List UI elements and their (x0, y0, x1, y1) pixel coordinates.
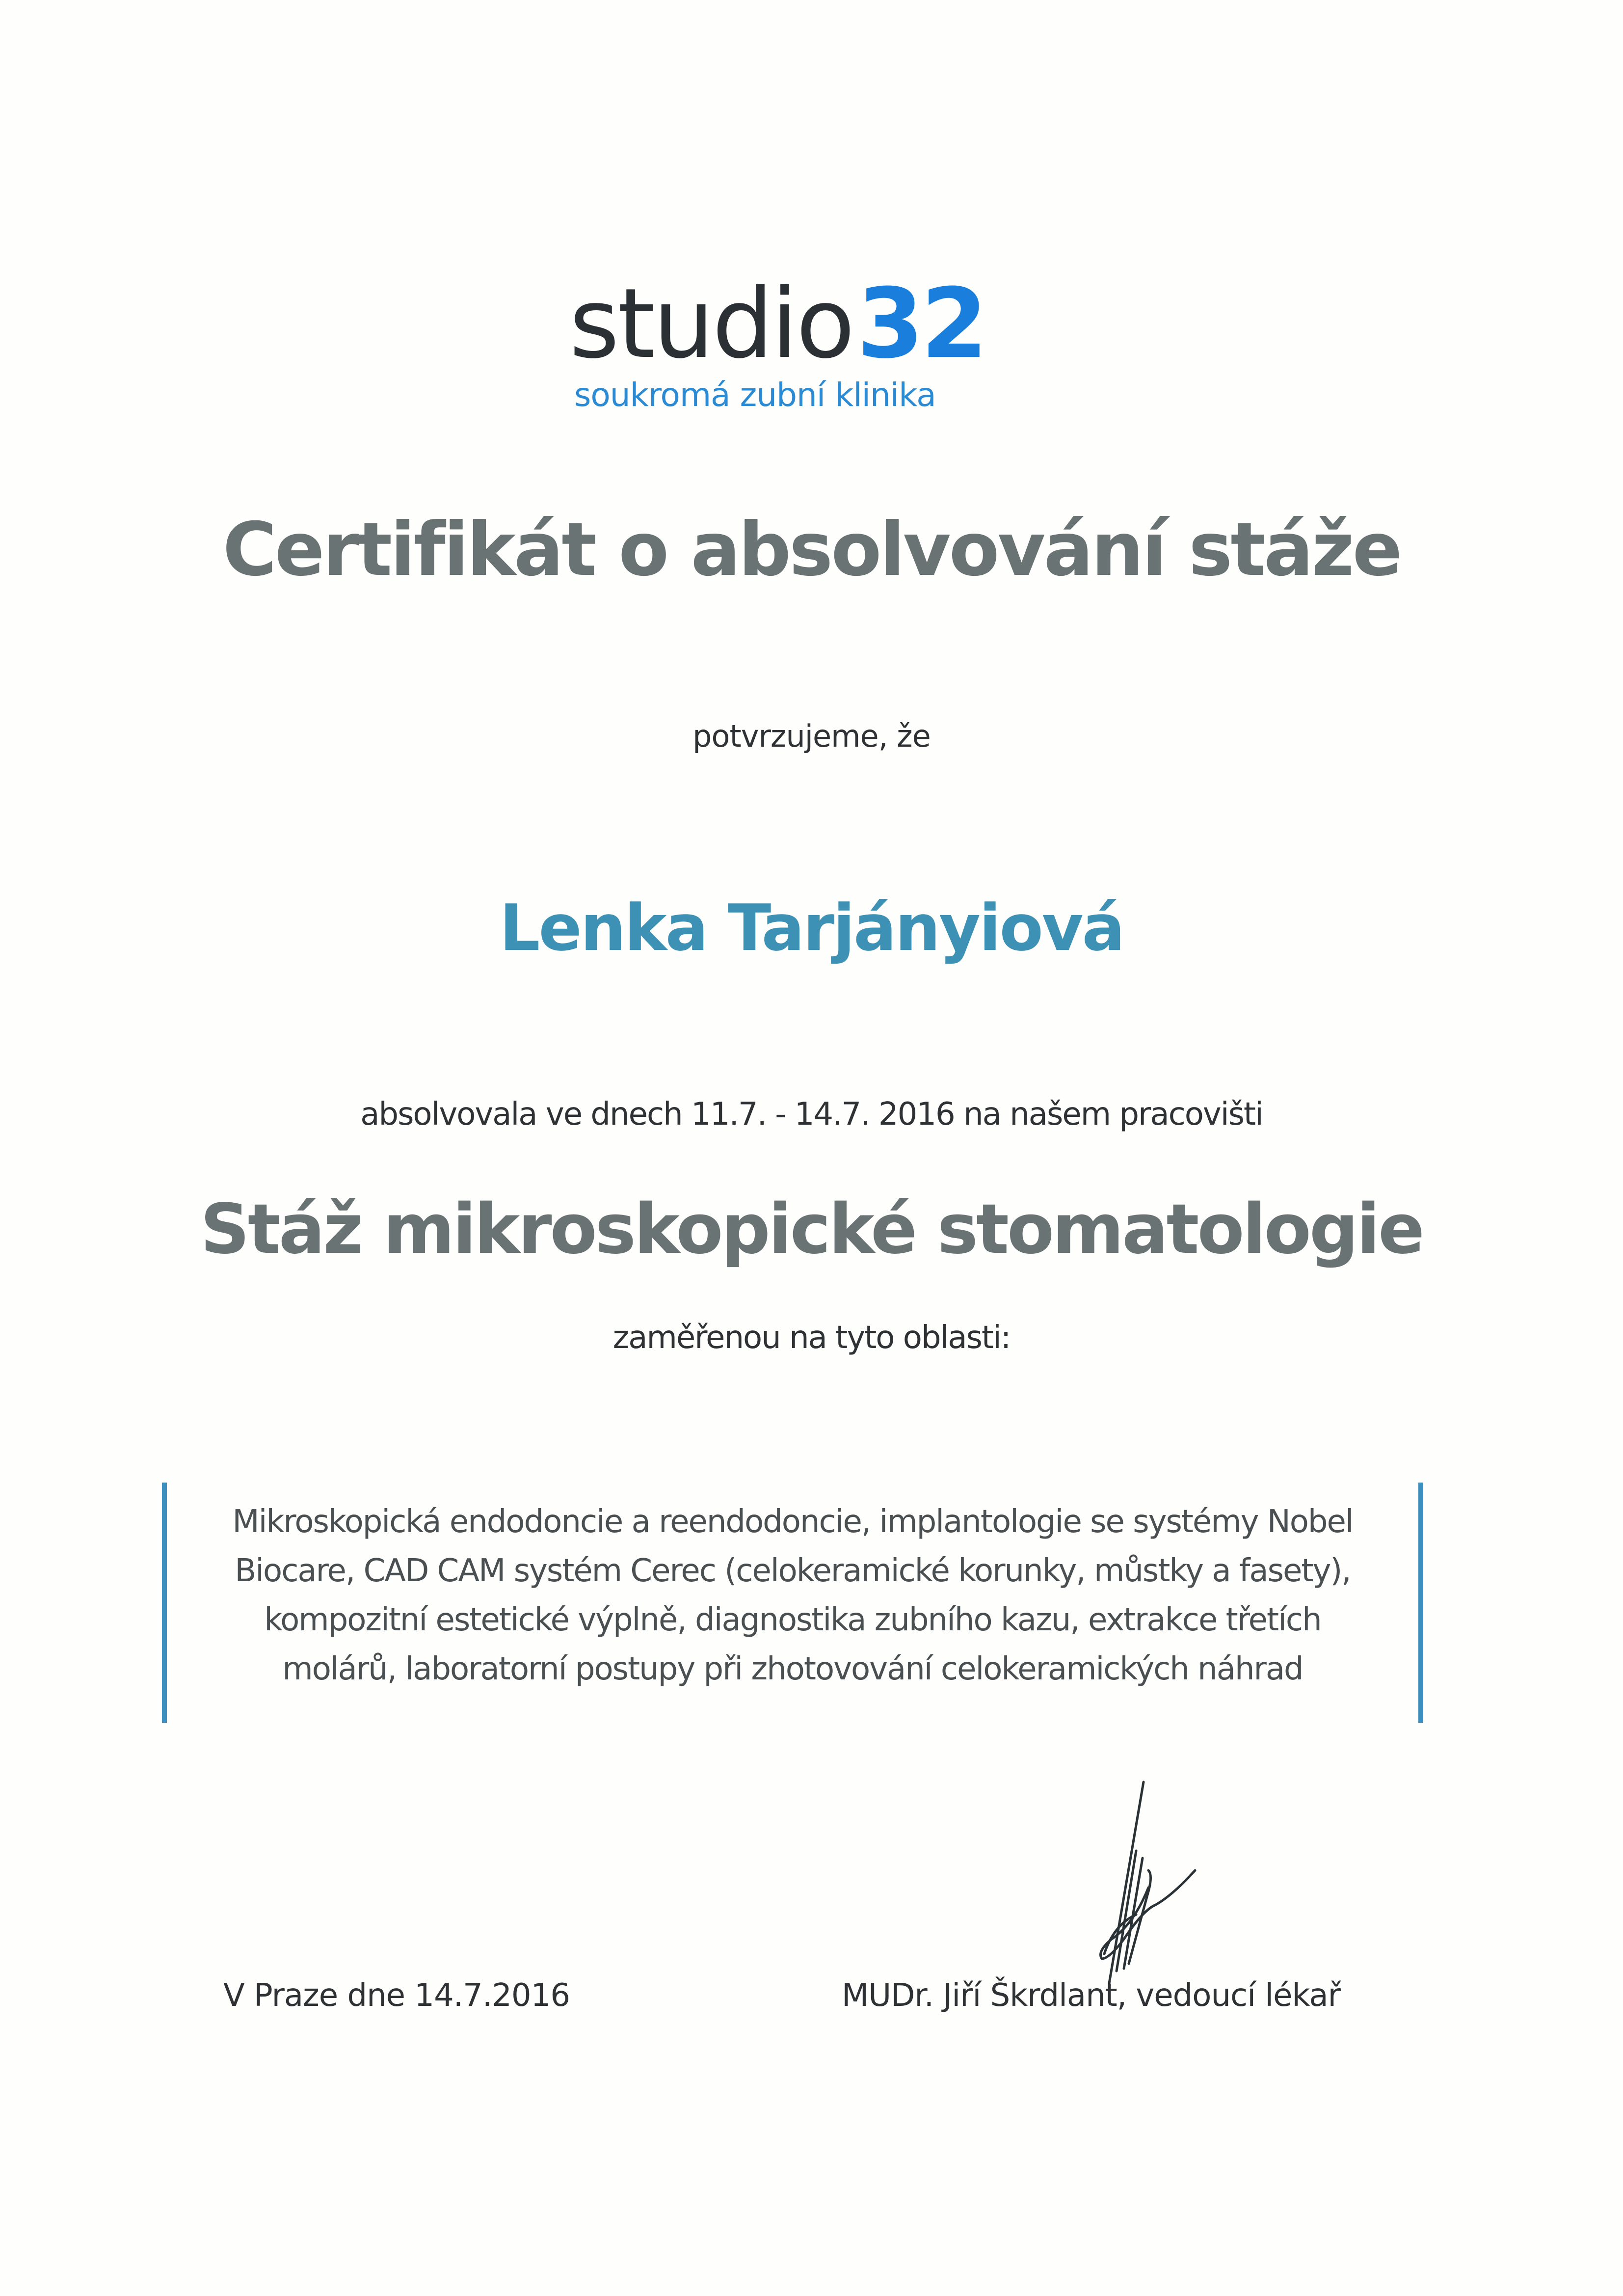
completion-dates-text: absolvovala ve dnech 11.7. - 14.7. 2016 na našem pracovišti (360, 1096, 1263, 1133)
focus-areas-line: Mikroskopická endodoncie a reendodoncie, implantologie se systémy Nobel (232, 1504, 1353, 1540)
place-and-date: V Praze dne 14.7.2016 (223, 1977, 570, 2014)
logo-tagline: soukromá zubní klinika (574, 376, 936, 414)
certificate-title: Certifikát o absolvování stáže (222, 507, 1401, 593)
logo-number: 32 (856, 268, 985, 380)
clinic-logo (569, 268, 1021, 422)
focus-areas-line: molárů, laboratorní postupy při zhotovování celokeramických náhrad (282, 1651, 1303, 1687)
logo-wordmark (569, 268, 985, 380)
signatory-name: MUDr. Jiří Škrdlant, vedoucí lékař (842, 1977, 1340, 2014)
course-title: Stáž mikroskopické stomatologie (200, 1189, 1423, 1270)
focus-intro-text: zaměřenou na tyto oblasti: (612, 1320, 1011, 1356)
focus-areas-box (162, 1483, 1423, 1723)
focus-areas-line: kompozitní estetické výplně, diagnostika zubního kazu, extrakce třetích (264, 1602, 1321, 1638)
logo-word: studio (569, 268, 853, 380)
confirm-text: potvrzujeme, že (692, 718, 931, 754)
recipient-name: Lenka Tarjányiová (499, 891, 1124, 965)
focus-areas-line: Biocare, CAD CAM systém Cerec (celokeramické korunky, můstky a fasety), (235, 1553, 1351, 1589)
focus-areas-text (167, 1497, 1418, 1694)
signature-icon (1050, 1777, 1217, 1988)
